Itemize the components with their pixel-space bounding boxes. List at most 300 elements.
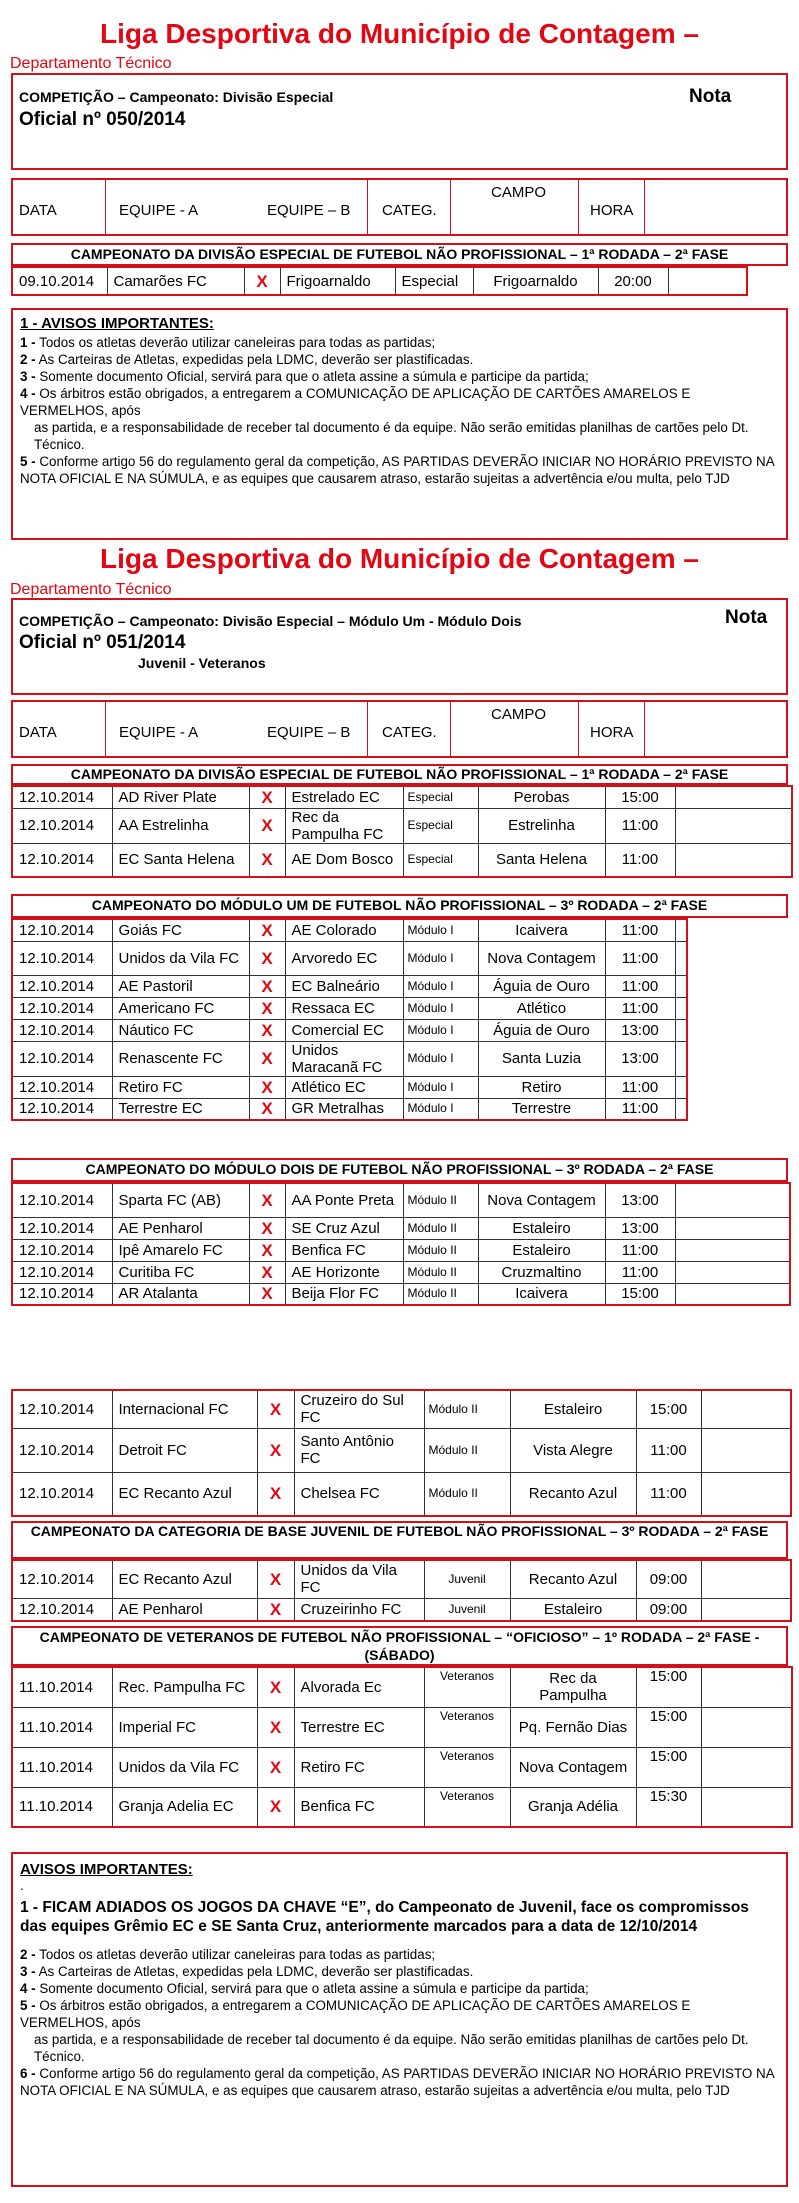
versus-mark: X [257,1560,294,1598]
match-home: AE Pastoril [112,975,249,997]
note-item [20,1997,779,2031]
table-row [12,1560,791,1598]
match-category: Módulo II [403,1217,478,1239]
match-away: SE Cruz Azul [285,1217,403,1239]
match-home: Granja Adelia EC [112,1787,257,1827]
note-text: Somente documento Oficial, servirá para que o atleta assine a súmula e participe da partida; [35,369,589,384]
empty-cell [701,1560,791,1598]
match-away: AA Ponte Preta [285,1183,403,1217]
match-table-modulo-dois-cont [11,1389,792,1517]
match-field: Estaleiro [510,1598,636,1621]
match-category: Módulo I [403,975,478,997]
table-row [12,1390,791,1428]
match-home: Curitiba FC [112,1261,249,1283]
match-table-juvenil [11,1559,792,1622]
match-away: AE Colorado [285,919,403,941]
note-item [20,1963,779,1980]
match-time: 15:00 [636,1707,701,1747]
match-time: 11:00 [605,808,675,843]
match-home: AD River Plate [112,786,249,808]
match-category: Veteranos [424,1787,510,1827]
match-away: Cruzeirinho FC [294,1598,424,1621]
versus-mark: X [249,1019,285,1041]
table-row [12,1019,687,1041]
table-row [12,1239,790,1261]
table-row [12,919,687,941]
league-title: Liga Desportiva do Município de Contagem – [100,543,699,574]
match-date: 09.10.2014 [12,267,107,295]
match-home: Unidos da Vila FC [112,941,249,975]
match-away: EC Balneário [285,975,403,997]
match-away: Benfica FC [294,1787,424,1827]
header-equipe-b: EQUIPE – B [267,202,351,219]
match-field: Vista Alegre [510,1428,636,1472]
table-row [12,1041,687,1076]
department-label: Departamento Técnico [10,55,172,72]
header-campo: CAMPO [491,184,547,201]
versus-mark: X [249,1217,285,1239]
match-field: Recanto Azul [510,1560,636,1598]
match-time: 11:00 [605,1098,675,1120]
match-category: Módulo II [424,1428,510,1472]
empty-cell [675,843,792,877]
table-row [12,843,792,877]
empty-cell [701,1667,792,1707]
match-table-especial [11,785,793,878]
versus-mark: X [257,1787,294,1827]
match-away: Arvoredo EC [285,941,403,975]
match-field: Estaleiro [478,1239,605,1261]
match-date: 12.10.2014 [12,1560,112,1598]
match-away: Comercial EC [285,1019,403,1041]
table-row [12,975,687,997]
match-field: Pq. Fernão Dias [510,1707,636,1747]
match-away: Beija Flor FC [285,1283,403,1305]
note-number: 6 - [20,2066,36,2081]
match-time: 11:00 [605,997,675,1019]
match-category: Módulo I [403,919,478,941]
match-home: Unidos da Vila FC [112,1747,257,1787]
note-text: as partida, e a responsabilidade de receber tal documento é da equipe. Não serão emitidas planilhas de cartões pelo Dt. Técnico. [34,2032,749,2064]
match-field: Icaivera [478,919,605,941]
match-home: Náutico FC [112,1019,249,1041]
empty-cell [675,1076,687,1098]
match-date: 12.10.2014 [12,1217,112,1239]
match-table-modulo-um [11,918,688,1121]
match-date: 12.10.2014 [12,786,112,808]
empty-cell [675,1098,687,1120]
note-number: 5 - [20,454,36,469]
versus-mark: X [249,1183,285,1217]
match-date: 11.10.2014 [12,1747,112,1787]
notes-box-050 [11,308,788,540]
match-home: EC Santa Helena [112,843,249,877]
categories-subtitle: Juvenil - Veteranos [138,655,266,671]
competition-name: COMPETIÇÃO – Campeonato: Divisão Especial [19,89,334,105]
note-item [20,368,779,385]
match-date: 12.10.2014 [12,1390,112,1428]
match-category: Veteranos [424,1667,510,1707]
match-time: 13:00 [605,1183,675,1217]
match-field: Perobas [478,786,605,808]
match-away: Estrelado EC [285,786,403,808]
match-field: Nova Contagem [478,941,605,975]
match-date: 12.10.2014 [12,1098,112,1120]
match-table-modulo-dois [11,1182,791,1306]
table-row [12,997,687,1019]
match-time: 11:00 [636,1428,701,1472]
match-category: Módulo I [403,1041,478,1076]
match-away: Benfica FC [285,1239,403,1261]
match-category: Módulo I [403,1098,478,1120]
match-date: 12.10.2014 [12,1598,112,1621]
section-title-veteranos: CAMPEONATO DE VETERANOS DE FUTEBOL NÃO PROFISSIONAL – “OFICIOSO” – 1º RODADA – 2ª FASE - (SÁBADO) [11,1626,788,1666]
competition-box-051 [11,598,788,695]
versus-mark: X [249,808,285,843]
match-date: 12.10.2014 [12,919,112,941]
match-field: Nova Contagem [510,1747,636,1787]
match-category: Módulo II [424,1390,510,1428]
match-date: 12.10.2014 [12,1076,112,1098]
notes-list [20,1946,779,2099]
header-hora: HORA [590,724,634,741]
match-category: Módulo II [403,1239,478,1261]
section-title-juvenil: CAMPEONATO DA CATEGORIA DE BASE JUVENIL DE FUTEBOL NÃO PROFISSIONAL – 3º RODADA – 2ª FASE [11,1521,788,1559]
note-item [20,351,779,368]
match-date: 12.10.2014 [12,1019,112,1041]
match-home: Terrestre EC [112,1098,249,1120]
header-data: DATA [19,202,57,219]
table-row [12,1667,792,1707]
table-row [12,1076,687,1098]
note-item [20,1946,779,1963]
match-home: Retiro FC [112,1076,249,1098]
note-text: Conforme artigo 56 do regulamento geral da competição, AS PARTIDAS DEVERÃO INICIAR NO HORÁRIO PREVISTO NA NOTA OFICIAL E NA SÚMULA, e as equipes que causarem atraso, estarão sujeitas a advertência e/ou multa, pelo TJD [20,2066,774,2098]
match-time: 09:00 [636,1560,701,1598]
note-text: As Carteiras de Atletas, expedidas pela LDMC, deverão ser plastificadas. [35,1964,474,1979]
match-field: Terrestre [478,1098,605,1120]
match-date: 12.10.2014 [12,997,112,1019]
department-label: Departamento Técnico [10,581,172,598]
note-item [20,453,779,487]
empty-cell [675,1041,687,1076]
section-title-modulo-dois: CAMPEONATO DO MÓDULO DOIS DE FUTEBOL NÃO PROFISSIONAL – 3º RODADA – 2ª FASE [11,1158,788,1182]
table-row [12,1217,790,1239]
match-home: Internacional FC [112,1390,257,1428]
match-away: Unidos Maracanã FC [285,1041,403,1076]
notes-dot: . [20,1878,24,1893]
postponed-games-notice: 1 - FICAM ADIADOS OS JOGOS DA CHAVE “E”, do Campeonato de Juvenil, face os compromissos das equipes Grêmio EC e SE Santa Cruz, anteriormente marcados para a data de 12/10/2014 [20,1899,749,1935]
match-category: Especial [395,267,473,295]
match-field: Estaleiro [478,1217,605,1239]
match-time: 11:00 [636,1472,701,1516]
note-number: 1 - [20,335,36,350]
empty-cell [675,1019,687,1041]
versus-mark: X [257,1667,294,1707]
match-category: Veteranos [424,1707,510,1747]
match-field: Rec da Pampulha [510,1667,636,1707]
empty-cell [675,997,687,1019]
empty-cell [701,1787,792,1827]
match-away: Rec da Pampulha FC [285,808,403,843]
match-home: Imperial FC [112,1707,257,1747]
notes-title: AVISOS IMPORTANTES: [20,1861,193,1878]
match-away: Atlético EC [285,1076,403,1098]
empty-cell [701,1707,792,1747]
match-home: EC Recanto Azul [112,1560,257,1598]
match-field: Frigoarnaldo [473,267,598,295]
match-time: 15:30 [636,1787,701,1827]
empty-cell [675,808,792,843]
versus-mark: X [249,919,285,941]
table-row [12,1747,792,1787]
match-away: Santo Antônio FC [294,1428,424,1472]
notes-title: 1 - AVISOS IMPORTANTES: [20,315,214,332]
match-away: Terrestre EC [294,1707,424,1747]
match-away: Alvorada Ec [294,1667,424,1707]
match-home: Rec. Pampulha FC [112,1667,257,1707]
match-home: EC Recanto Azul [112,1472,257,1516]
match-away: Chelsea FC [294,1472,424,1516]
note-text: Somente documento Oficial, servirá para que o atleta assine a súmula e participe da partida; [35,1981,589,1996]
note-item [20,334,779,351]
match-date: 12.10.2014 [12,843,112,877]
match-category: Módulo II [424,1472,510,1516]
note-text: Os árbitros estão obrigados, a entregarem a COMUNICAÇÃO DE APLICAÇÃO DE CARTÕES AMARELOS E VERMELHOS, após [20,1998,691,2030]
empty-cell [675,941,687,975]
match-time: 13:00 [605,1019,675,1041]
match-time: 15:00 [605,786,675,808]
match-away: GR Metralhas [285,1098,403,1120]
match-category: Módulo II [403,1283,478,1305]
section-title-050: CAMPEONATO DA DIVISÃO ESPECIAL DE FUTEBOL NÃO PROFISSIONAL – 1ª RODADA – 2ª FASE [11,243,788,266]
table-row [12,1183,790,1217]
match-field: Cruzmaltino [478,1261,605,1283]
competition-name: COMPETIÇÃO – Campeonato: Divisão Especial – Módulo Um - Módulo Dois [19,613,522,629]
match-date: 11.10.2014 [12,1707,112,1747]
empty-cell [701,1390,791,1428]
match-date: 12.10.2014 [12,1283,112,1305]
match-field: Águia de Ouro [478,975,605,997]
match-date: 12.10.2014 [12,1183,112,1217]
empty-cell [701,1472,791,1516]
match-category: Veteranos [424,1747,510,1787]
versus-mark: X [249,786,285,808]
header-categ: CATEG. [382,202,437,219]
nota-label: Nota [689,86,732,107]
match-table-veteranos [11,1666,793,1828]
match-category: Módulo I [403,997,478,1019]
table-row [12,1598,791,1621]
note-number: 4 - [20,1981,36,1996]
versus-mark: X [257,1598,294,1621]
note-item [20,419,779,453]
match-date: 11.10.2014 [12,1667,112,1707]
versus-mark: X [257,1472,294,1516]
table-row [12,1472,791,1516]
empty-cell [675,1261,790,1283]
match-field: Recanto Azul [510,1472,636,1516]
match-time: 11:00 [605,919,675,941]
league-title: Liga Desportiva do Município de Contagem – [100,18,699,49]
versus-mark: X [249,1098,285,1120]
empty-cell [675,786,792,808]
header-row-051 [11,700,788,758]
official-number: Oficial nº 051/2014 [19,632,186,653]
match-field: Granja Adélia [510,1787,636,1827]
note-number: 4 - [20,386,36,401]
match-home: Ipê Amarelo FC [112,1239,249,1261]
table-row [12,1787,792,1827]
table-row [12,1428,791,1472]
nota-label: Nota [725,607,768,628]
match-date: 12.10.2014 [12,1261,112,1283]
empty-cell [675,919,687,941]
match-home: Renascente FC [112,1041,249,1076]
versus-mark: X [249,941,285,975]
match-date: 11.10.2014 [12,1787,112,1827]
match-category: Módulo I [403,1019,478,1041]
match-time: 15:00 [636,1747,701,1787]
match-away: Cruzeiro do Sul FC [294,1390,424,1428]
match-away: Retiro FC [294,1747,424,1787]
note-text: Os árbitros estão obrigados, a entregarem a COMUNICAÇÃO DE APLICAÇÃO DE CARTÕES AMARELOS E VERMELHOS, após [20,386,691,418]
versus-mark: X [249,975,285,997]
match-date: 12.10.2014 [12,941,112,975]
match-category: Especial [403,808,478,843]
match-time: 13:00 [605,1217,675,1239]
match-field: Nova Contagem [478,1183,605,1217]
match-category: Juvenil [424,1560,510,1598]
note-text: Conforme artigo 56 do regulamento geral da competição, AS PARTIDAS DEVERÃO INICIAR NO HORÁRIO PREVISTO NA NOTA OFICIAL E NA SÚMULA, e as equipes que causarem atraso, estarão sujeitas a advertência e/ou multa, pelo TJD [20,454,774,486]
header-data: DATA [19,724,57,741]
note-number: 3 - [20,369,36,384]
match-home: Detroit FC [112,1428,257,1472]
versus-mark: X [249,1261,285,1283]
notes-list [20,334,779,487]
match-home: Camarões FC [107,267,244,295]
table-row [12,1707,792,1747]
empty-cell [675,1217,790,1239]
empty-cell [701,1428,791,1472]
match-home: AA Estrelinha [112,808,249,843]
match-category: Especial [403,843,478,877]
header-row-050 [11,178,788,236]
versus-mark: X [249,1076,285,1098]
empty-cell [675,1283,790,1305]
match-time: 11:00 [605,843,675,877]
match-time: 11:00 [605,1239,675,1261]
match-home: Americano FC [112,997,249,1019]
match-time: 11:00 [605,1261,675,1283]
match-time: 15:00 [636,1667,701,1707]
note-item [20,2065,779,2099]
match-category: Módulo II [403,1183,478,1217]
match-table-050 [11,266,748,296]
header-campo: CAMPO [491,706,547,723]
empty-cell [675,1239,790,1261]
match-home: Sparta FC (AB) [112,1183,249,1217]
competition-box-050 [11,73,788,170]
match-field: Santa Luzia [478,1041,605,1076]
table-row [12,1098,687,1120]
note-text: As Carteiras de Atletas, expedidas pela LDMC, deverão ser plastificadas. [35,352,474,367]
note-number: 2 - [20,352,36,367]
match-date: 12.10.2014 [12,1041,112,1076]
match-time: 15:00 [636,1390,701,1428]
match-field: Retiro [478,1076,605,1098]
note-number: 2 - [20,1947,36,1962]
match-date: 12.10.2014 [12,1239,112,1261]
versus-mark: X [244,267,280,295]
match-time: 11:00 [605,1076,675,1098]
empty-cell [668,267,747,295]
match-away: Frigoarnaldo [280,267,395,295]
table-row [12,941,687,975]
match-time: 13:00 [605,1041,675,1076]
note-text: Todos os atletas deverão utilizar caneleiras para todas as partidas; [35,335,436,350]
versus-mark: X [249,1283,285,1305]
match-away: AE Dom Bosco [285,843,403,877]
match-field: Santa Helena [478,843,605,877]
match-category: Módulo I [403,941,478,975]
official-number: Oficial nº 050/2014 [19,109,186,130]
table-row [12,1283,790,1305]
match-field: Estrelinha [478,808,605,843]
match-time: 15:00 [605,1283,675,1305]
match-home: AR Atalanta [112,1283,249,1305]
section-title-especial: CAMPEONATO DA DIVISÃO ESPECIAL DE FUTEBOL NÃO PROFISSIONAL – 1ª RODADA – 2ª FASE [11,764,788,785]
empty-cell [701,1747,792,1787]
match-field: Estaleiro [510,1390,636,1428]
note-number: 3 - [20,1964,36,1979]
note-item [20,385,779,419]
header-equipe-a: EQUIPE - A [119,724,199,741]
empty-cell [675,975,687,997]
match-category: Especial [403,786,478,808]
match-time: 09:00 [636,1598,701,1621]
note-item [20,2031,779,2065]
header-equipe-b: EQUIPE – B [267,724,351,741]
match-date: 12.10.2014 [12,808,112,843]
match-away: Ressaca EC [285,997,403,1019]
match-field: Atlético [478,997,605,1019]
match-home: Goiás FC [112,919,249,941]
match-category: Módulo I [403,1076,478,1098]
header-hora: HORA [590,202,634,219]
header-equipe-a: EQUIPE - A [119,202,199,219]
match-field: Águia de Ouro [478,1019,605,1041]
match-home: AE Penharol [112,1217,249,1239]
versus-mark: X [257,1707,294,1747]
match-away: AE Horizonte [285,1261,403,1283]
note-number: 5 - [20,1998,36,2013]
note-item [20,1980,779,1997]
versus-mark: X [249,997,285,1019]
versus-mark: X [257,1747,294,1787]
match-away: Unidos da Vila FC [294,1560,424,1598]
notes-box-051 [11,1852,788,2187]
versus-mark: X [257,1428,294,1472]
match-date: 12.10.2014 [12,1472,112,1516]
table-row [12,267,747,295]
versus-mark: X [249,843,285,877]
match-time: 11:00 [605,975,675,997]
match-category: Juvenil [424,1598,510,1621]
empty-cell [675,1183,790,1217]
match-date: 12.10.2014 [12,975,112,997]
note-text: Todos os atletas deverão utilizar caneleiras para todas as partidas; [35,1947,436,1962]
